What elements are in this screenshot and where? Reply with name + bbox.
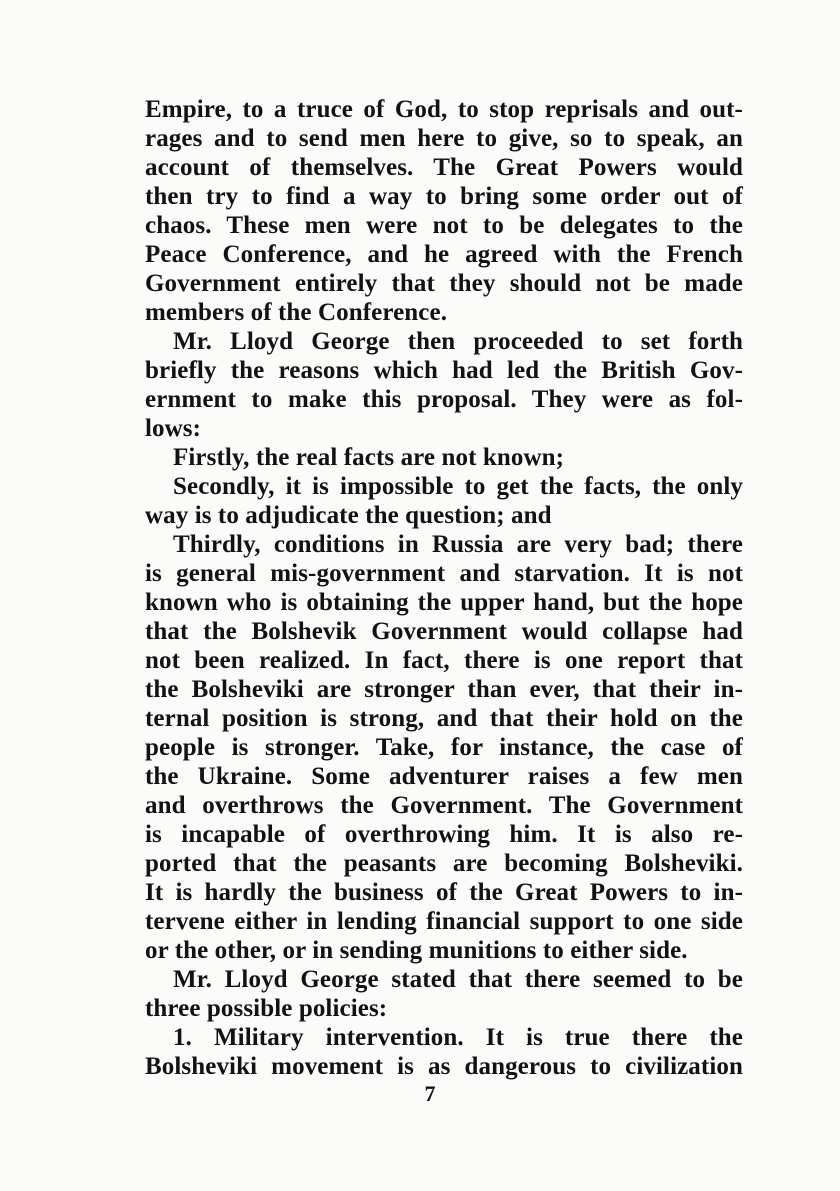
text-line: then try to find a way to bring some order out of <box>145 183 743 210</box>
text-line: is general mis-government and starvation. It is not <box>145 560 743 587</box>
text-line: Bolsheviki movement is as dangerous to civilization <box>145 1053 743 1080</box>
text-line: Peace Conference, and he agreed with the French <box>145 241 743 268</box>
text-line: Empire, to a truce of God, to stop reprisals and out- <box>145 96 743 123</box>
text-line: Thirdly, conditions in Russia are very bad; there <box>173 531 743 558</box>
text-line: known who is obtaining the upper hand, but the hope <box>145 589 743 616</box>
text-line: not been realized. In fact, there is one report that <box>145 647 743 674</box>
text-line: way is to adjudicate the question; and <box>145 502 552 529</box>
text-line: 1. Military intervention. It is true there the <box>173 1024 743 1051</box>
text-line: lows: <box>145 415 202 442</box>
text-line: ternal position is strong, and that their hold on the <box>145 705 743 732</box>
text-line: members of the Conference. <box>145 299 448 326</box>
text-line: that the Bolshevik Government would collapse had <box>145 618 743 645</box>
text-line: tervene either in lending financial support to one side <box>145 908 743 935</box>
text-line: three possible policies: <box>145 995 388 1022</box>
text-line: Mr. Lloyd George then proceeded to set forth <box>173 328 743 355</box>
text-line: is incapable of overthrowing him. It is also re- <box>145 821 743 848</box>
text-line: the Bolsheviki are stronger than ever, that their in- <box>145 676 743 703</box>
text-line: Firstly, the real facts are not known; <box>173 444 565 471</box>
body-text <box>145 95 743 1081</box>
text-line: ernment to make this proposal. They were as fol- <box>145 386 743 413</box>
text-line: briefly the reasons which had led the British Gov- <box>145 357 743 384</box>
page-number: 7 <box>424 1081 436 1106</box>
text-line: It is hardly the business of the Great Powers to in- <box>145 879 743 906</box>
text-line: account of themselves. The Great Powers would <box>145 154 743 181</box>
text-line: rages and to send men here to give, so to speak, an <box>145 125 743 152</box>
text-line: Secondly, it is impossible to get the facts, the only <box>173 473 743 500</box>
text-line: Government entirely that they should not be made <box>145 270 743 297</box>
text-line: chaos. These men were not to be delegates to the <box>145 212 743 239</box>
text-line: and overthrows the Government. The Government <box>145 792 743 819</box>
text-line: the Ukraine. Some adventurer raises a few men <box>145 763 743 790</box>
text-line: Mr. Lloyd George stated that there seemed to be <box>173 966 743 993</box>
text-line: people is stronger. Take, for instance, the case of <box>145 734 743 761</box>
text-line: ported that the peasants are becoming Bolsheviki. <box>145 850 743 877</box>
text-line: or the other, or in sending munitions to either side. <box>145 937 688 964</box>
